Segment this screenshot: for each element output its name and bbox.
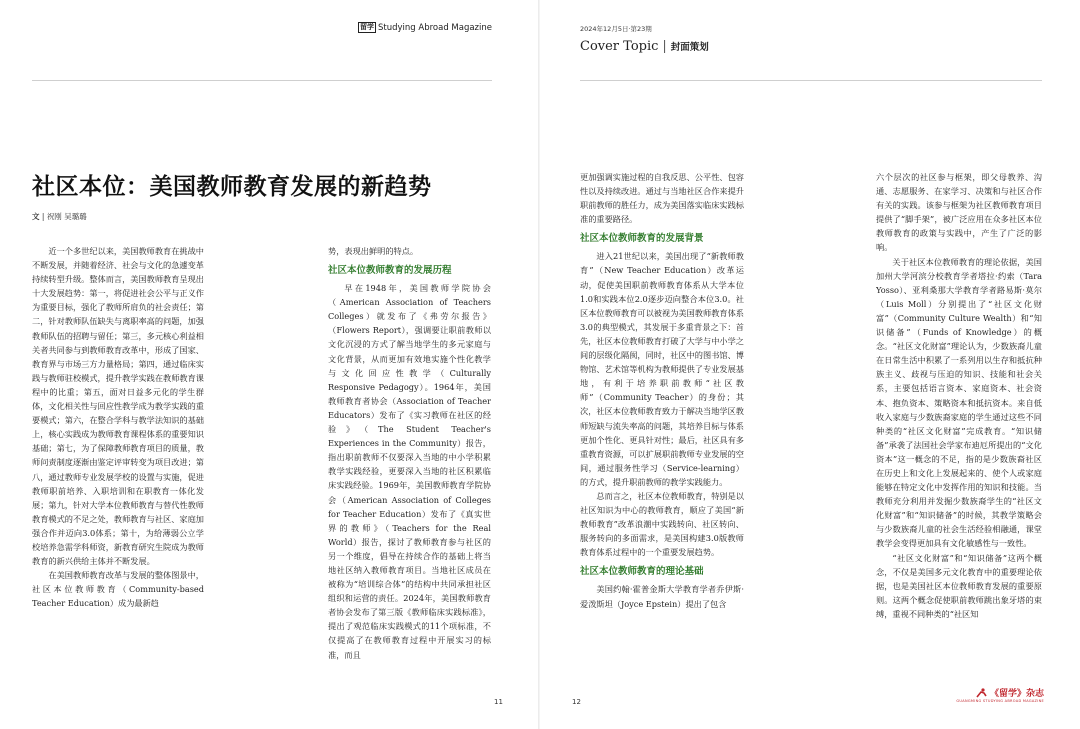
article-title: 社区本位：美国教师教育发展的新趋势 bbox=[32, 174, 432, 200]
section-heading: 社区本位教师教育的发展历程 bbox=[328, 265, 452, 277]
header-divider bbox=[580, 80, 1042, 81]
paragraph: 势，表现出鲜明的特点。 bbox=[328, 246, 419, 256]
page-number: 11 bbox=[494, 698, 503, 706]
section-label: Cover Topic | 封面策划 bbox=[580, 39, 709, 54]
logo-subtitle: GUANGMING STUDYING ABROAD MAGAZINE bbox=[956, 699, 1044, 703]
cover-topic-label: Cover Topic bbox=[580, 39, 659, 54]
logo-text: 《留学》杂志 bbox=[989, 689, 1044, 699]
byline-authors: 祝刚 吴璐璐 bbox=[46, 212, 87, 221]
runner-icon bbox=[975, 688, 987, 698]
paragraph: 在美国教师教育改革与发展的整体图景中，社区本位教师教育（Community-based Teacher Education）成为最新趋 bbox=[32, 570, 204, 609]
paragraph: 进入21世纪以来，美国出现了“新教师教育”（New Teacher Education）改革运动，促使美国职前教师教育体系从大学本位1.0和实践本位2.0逐步迈向整合本位3.0。社区本位教师教育可以被视为美国教师教育体系3.0的典型模式，其发展于多重背景之下：首先，社区本位教师教育打破了大学与中小学之间的层级化隔阂，同时，社区中的图书馆、博物馆、艺术馆等机构为教师提供了专业发展基地，有利于培养职前教师“社区教师”（Community Teacher）的身份；其次，社区本位教师教育致力于解决当地学区教师短缺与流失率高的问题，其培养目标与体系更加个性化、更具针对性；最后，社区具有多重教育资源，可以扩展职前教师专业发展的空间，通过服务性学习（Service-learning）的方式，提升职前教师的教学实践能力。 bbox=[580, 251, 744, 487]
byline-prefix: 文 bbox=[32, 212, 40, 221]
issue-date: 2024年12月5日·第23期 bbox=[580, 25, 652, 33]
header-divider bbox=[32, 80, 492, 81]
right-column-2 bbox=[876, 170, 1042, 680]
section-heading: 社区本位教师教育的发展背景 bbox=[580, 233, 704, 245]
magazine-logo bbox=[956, 686, 1044, 703]
paragraph: 美国约翰·霍普金斯大学教育学者乔伊斯·爱泼斯坦（Joyce Epstein）提出了包含 bbox=[580, 584, 744, 609]
paragraph: 六个层次的社区参与框架，即父母教养、沟通、志愿服务、在家学习、决策和与社区合作有关的实践。该参与框架为社区教师教育项目提供了“脚手架”，被广泛应用在众多社区本位教师教育的政策与实践中，产生了广泛的影响。 bbox=[876, 172, 1042, 253]
cover-topic-zh: 封面策划 bbox=[670, 42, 709, 53]
paragraph: “社区文化财富”和“知识储备”这两个概念，不仅是美国多元文化教育中的重要理论依据，也是美国社区本位教师教育发展的重要原则。这两个概念促使职前教师跳出象牙塔的束缚，重视不同种类的“社区知 bbox=[876, 552, 1042, 619]
magazine-header bbox=[358, 22, 492, 33]
paragraph: 早在1948年，美国教师学院协会（American Association of Teachers Colleges）就发布了《弗劳尔报告》（Flowers Report），强调要让职前教师以文化沉浸的方式了解当地学生的多元家庭与文化背景，从而更加有效地实施个性化教学与文化回应性教学（Culturally Responsive Pedagogy）。1964年，美国教师教育者协会（Association of Teacher Educators）发布了《实习教师在社区的经验》（The Student Teacher's Experiences in the Community）报告，指出职前教师不仅要深入当地的中小学积累教学实践经验，更要深入当地的社区积累临床实践经验。1969年，美国教师教育学院协会（American Association of Colleges for Teacher Education）发布了《真实世界的教师》（Teachers for the Real World）报告，探讨了教师教育参与社区的另一个维度，倡导在持续合作的基础上将当地社区纳入教师教育项目。当地社区成员在被称为“培训综合体”的结构中共同承担社区组织和运营的责任。2024年，美国教师教育者协会发布了第三版《教师临床实践标准》，提出了观范临床实践模式的11个项标准，不仅提高了在教师教育过程中开展实习的标准，而且 bbox=[328, 283, 491, 660]
left-column-2 bbox=[328, 244, 491, 689]
magazine-name: Studying Abroad Magazine bbox=[378, 22, 492, 33]
right-column-1 bbox=[580, 170, 744, 689]
left-column-1 bbox=[32, 244, 204, 689]
paragraph: 关于社区本位教师教育的理论依据，美国加州大学河滨分校教育学者塔拉·约索（Tara Yosso）、亚利桑那大学教育学者路易斯·莫尔（Luis Moll）分别提出了“社区文化财富”（Community Culture Wealth）和“知识储备”（Funds of Knowledge）的概念。“社区文化财富”理论认为，少数族裔儿童在日常生活中积累了一系列用以生存和抵抗种族主义、歧视与压迫的知识、技能和社会关系，主要包括语言资本、家庭资本、社会资本、抱负资本、策略资本和抵抗资本。来自低收入家庭与少数族裔家庭的学生通过这些不同种类的“社区文化财富”完成教育。“知识储备”承袭了法国社会学家布迪厄所提出的“文化资本”这一概念的不足，指的是少数族裔社区在历史上和文化上发展起来的、使个人或家庭能够在特定文化中发挥作用的知识和技能。当教师充分利用并发掘少数族裔学生的“社区文化财富”和“知识储备”的时候，其教学策略会与少数族裔儿童的社会生活经验相融通，课堂教学会变得更加具有文化敏感性与一致性。 bbox=[876, 256, 1042, 549]
paragraph: 总而言之，社区本位教师教育，特别是以社区知识为中心的教师教育，顺应了美国“新教师教育”改革浪潮中实践转向、社区转向、服务转向的多面需求，是美国构建3.0版教师教育体系过程中的一个重要发展趋势。 bbox=[580, 490, 744, 558]
byline: 文 | 祝刚 吴璐璐 bbox=[32, 212, 87, 221]
paragraph: 更加强调实施过程的自我反思、公平性、包容性以及持续改进。通过与当地社区合作来提升职前教师的胜任力，成为美国落实临床实践标准的重要路径。 bbox=[580, 172, 744, 225]
section-heading: 社区本位教师教育的理论基础 bbox=[580, 566, 704, 578]
right-page bbox=[540, 0, 1080, 729]
page-number: 12 bbox=[572, 698, 581, 706]
paragraph: 近一个多世纪以来，美国教师教育在挑战中不断发展，并随着经济、社会与文化的急遽变革持续转型升级。整体而言，美国教师教育呈现出十大发展趋势：第一，将促进社会公平与正义作为重要目标，强化了教师所肩负的社会责任；第二，针对教师队伍缺失与离职率高的问题，加强教师队伍的招聘与留任；第三，多元核心利益相关者共同参与到教师教育改革中，形成了国家、教育界与市场三方力量格局；第四，通过临床实践与教师驻校模式，提升教学实践在教师教育课程中的比重；第五，面对日益多元化的学生群体，文化相关性与回应性教学成为教学实践的重要模式；第六，在整合学科与教学法知识的基础上，核心实践成为教师教育课程体系的重要知识基础；第七，为了保障教师教育项目的质量，教师问责制度逐渐由鉴定评审转变为项目改进；第八，通过教师专业发展学校的设置与实施，促进教师职前培养、入职培训和在职教育一体化发展；第九，针对大学本位教师教育与替代性教师教育模式的不足之处，教师教育与社区、家庭加强合作并迈向3.0体系；第十，为给薄弱公立学校培养急需学科师资，新教育研究生院成为教师教育的新兴供给主体并不断发展。 bbox=[32, 246, 204, 567]
magazine-logo-mark: 留学 bbox=[360, 23, 374, 31]
